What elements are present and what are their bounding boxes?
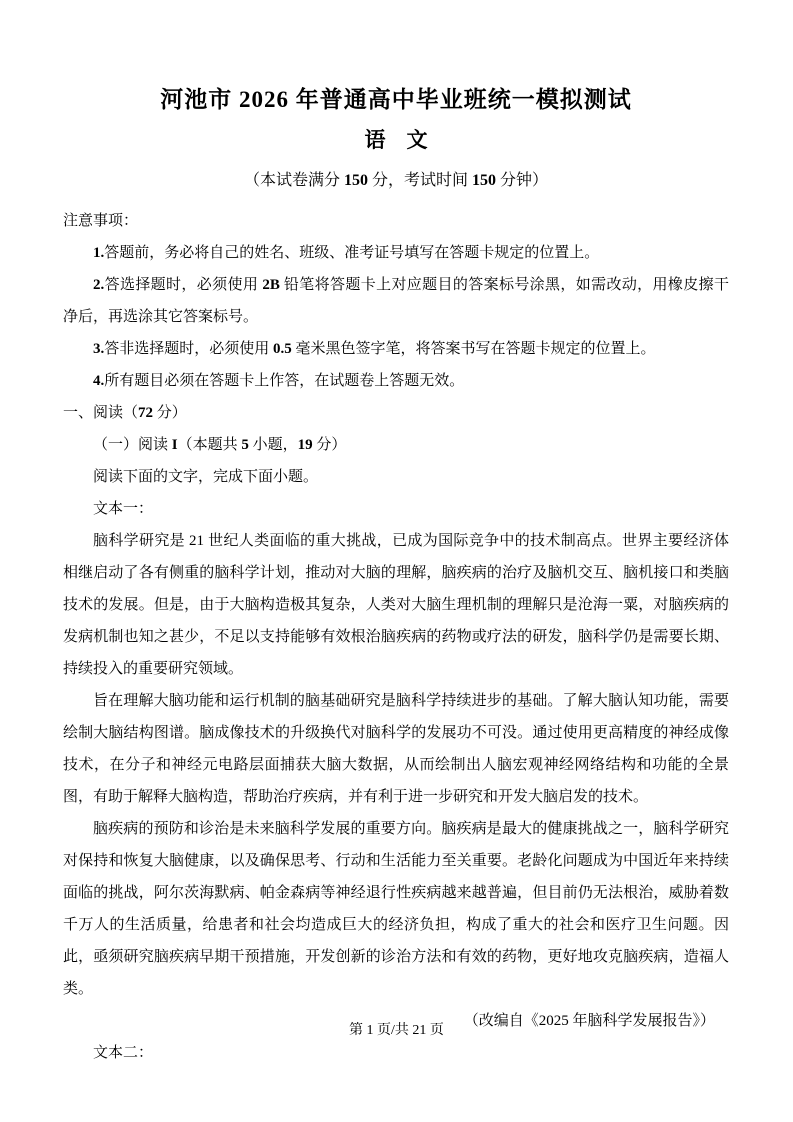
text1-label: 文本一： bbox=[93, 501, 154, 517]
text1-paragraph-3: 脑疾病的预防和诊治是未来脑科学发展的重要方向。脑疾病是最大的健康挑战之一，脑科学研究对保持和恢复大脑健康，以及确保思考、行动和生活能力至关重要。老龄化问题成为中国近年来持续面临的挑战，阿尔茨海默病、帕金森病等神经退行性疾病越来越普遍，但目前仍无法根治，威胁着数千万人的生活质量，给患者和社会均造成巨大的经济负担，构成了重大的社会和医疗卫生问题。因此，亟须研究脑疾病早期干预措施，开发创新的诊治方法和有效的药物，更好地攻克脑疾病，造福人类。 bbox=[63, 821, 729, 997]
exam-subject: 语 文 bbox=[364, 128, 428, 152]
text1-paragraph-1: 脑科学研究是 21 世纪人类面临的重大挑战，已成为国际竞争中的技术制高点。世界主要经济体相继启动了各有侧重的脑科学计划，推动对大脑的理解，脑疾病的治疗及脑机交互、脑机接口和类脑技术的发展。但是，由于大脑构造极其复杂，人类对大脑生理机制的理解只是沧海一粟，对脑疾病的发病机制也知之甚少，不足以支持能够有效根治脑疾病的药物或疗法的研发，脑科学仍是需要长期、持续投入的重要研究领域。 bbox=[63, 533, 729, 677]
text2-label: 文本二： bbox=[93, 1045, 154, 1061]
reading-instruction: 阅读下面的文字，完成下面小题。 bbox=[93, 469, 319, 485]
subsection-heading-reading-1: （一）阅读 I（本题共 5 小题，19 分） bbox=[93, 437, 347, 453]
page-number-indicator: 第 1 页/共 21 页 bbox=[349, 1023, 444, 1038]
notice-item-3: 3.答非选择题时，必须使用 0.5 毫米黑色签字笔，将答案书写在答题卡规定的位置上。 bbox=[93, 341, 656, 357]
source-attribution: （改编自《2025 年脑科学发展报告》） bbox=[463, 1013, 715, 1029]
page-title: 河池市 2026 年普通高中毕业班统一模拟测试 bbox=[160, 87, 632, 112]
text1-paragraph-2: 旨在理解大脑功能和运行机制的脑基础研究是脑科学持续进步的基础。了解大脑认知功能，需要绘制大脑结构图谱。脑成像技术的升级换代对脑科学的发展功不可没。通过使用更高精度的神经成像技术，在分子和神经元电路层面捕获大脑大数据，从而绘制出人脑宏观神经网络结构和功能的全景图，有助于解释大脑构造，帮助治疗疾病，并有利于进一步研究和开发大脑启发的技术。 bbox=[63, 693, 729, 805]
section-heading-reading: 一、阅读（72 分） bbox=[63, 405, 187, 421]
notice-item-1: 1.答题前，务必将自己的姓名、班级、准考证号填写在答题卡规定的位置上。 bbox=[93, 245, 600, 261]
notice-item-2: 2.答选择题时，必须使用 2B 铅笔将答题卡上对应题目的答案标号涂黑，如需改动，用橡皮擦干净后，再选涂其它答案标号。 bbox=[63, 277, 729, 325]
notice-item-4: 4.所有题目必须在答题卡上作答，在试题卷上答题无效。 bbox=[93, 373, 465, 389]
notice-heading: 注意事项： bbox=[63, 213, 139, 229]
exam-info-line: （本试卷满分 150 分，考试时间 150 分钟） bbox=[243, 172, 549, 189]
